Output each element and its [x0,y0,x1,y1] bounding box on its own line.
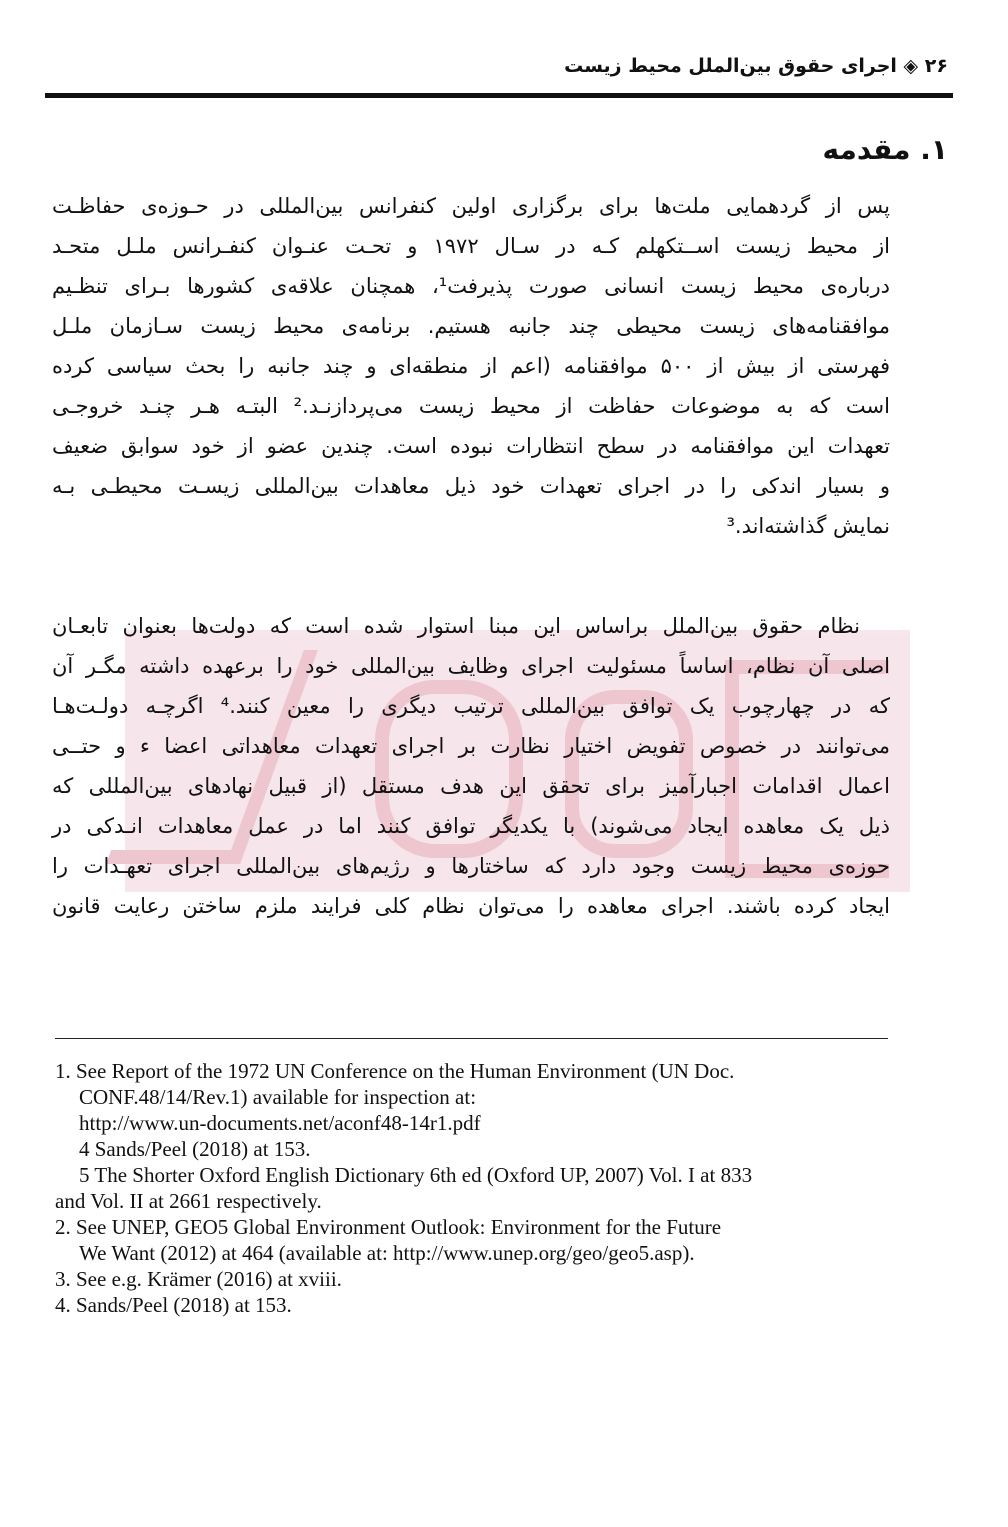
text-line: ذیل یک معاهده ایجاد می‌شوند) با یکدیگر توافق کنند اما در عمل معاهدات انـدکی در [52,814,890,838]
text-line: اصلی آن نظام، اساساً مسئولیت اجرای وظایف بین‌المللی خود را برعهده داشته مگـر آن [52,654,890,678]
footnote-line: We Want (2012) at 464 (available at: http://www.unep.org/geo/geo5.asp). [79,1241,695,1265]
text-line: است که به موضوعات حفاظت از محیط زیست می‌پردازنـد.² البتـه هـر چنـد خروجـی [52,394,890,418]
text-line: نظام حقوق بین‌الملل براساس این مبنا استوار شده است که دولت‌ها بعنوان تابعـان [52,614,860,638]
footnote-line: and Vol. II at 2661 respectively. [55,1189,322,1213]
footnote-rule [55,1038,888,1039]
text-line: نمایش گذاشته‌اند.³ [726,514,890,538]
section-heading: ۱. مقدمه [822,133,948,166]
text-line: پس از گردهمایی ملت‌ها برای برگزاری اولین کنفرانس بین‌المللی در حـوزه‌ی حفاظـت [52,194,890,218]
text-line: درباره‌ی محیط زیست انسانی صورت پذیرفت¹، همچنان علاقه‌ی کشورها بـرای تنظـیم [52,274,890,298]
text-line: موافقنامه‌های زیست محیطی چند جانبه هستیم. برنامه‌ی محیط زیست سـازمان ملـل [52,314,890,338]
footnote-2 [55,1214,890,1266]
text-line: حوزه‌ی محیط زیست وجود دارد که ساختارها و رژیم‌های بین‌المللی اجرای تعهـدات را [52,854,890,878]
footnote-link[interactable]: http://www.un-documents.net/aconf48-14r1.pdf [79,1111,481,1135]
footnote-1 [55,1058,890,1214]
text-line: تعهدات این موافقنامه در سطح انتظارات نبوده است. چندین عضو از خود سوابق ضعیف [52,434,890,458]
text-line: اعمال اقدامات اجبارآمیز برای تحقق این هدف مستقل (از قبیل نهادهای بین‌المللی که [52,774,890,798]
footnote-line: 1. See Report of the 1972 UN Conference on the Human Environment (UN Doc. [55,1059,735,1083]
text-line: و بسیار اندکی را در اجرای تعهدات خود ذیل معاهدات بین‌المللی زیسـت محیطـی بـه [52,474,890,498]
text-line: ایجاد کرده باشند. اجرای معاهده را می‌توان نظام کلی فرایند ملزم ساختن رعایت قانون [52,894,890,918]
header-rule [45,93,953,98]
footnote-line: 4 Sands/Peel (2018) at 153. [79,1137,311,1161]
text-line: فهرستی از بیش از ۵۰۰ موافقنامه (اعم از منطقه‌ای و چند جانبه را بحث سیاسی کرده [52,354,890,378]
running-title: اجرای حقوق بین‌الملل محیط زیست [564,55,897,77]
footnote-3: 3. See e.g. Krämer (2016) at xviii. [55,1267,342,1291]
text-line: که در چهارچوب یک توافق بین‌المللی ترتیب دیگری را معین کنند.⁴ اگرچـه دولـت‌هـا [52,694,890,718]
paragraph-1 [52,186,890,546]
paragraph-2 [52,606,890,926]
footnote-line: CONF.48/14/Rev.1) available for inspection at: [79,1085,477,1109]
footnotes [55,1058,890,1318]
footnote-line: 2. See UNEP, GEO5 Global Environment Outlook: Environment for the Future [55,1215,722,1239]
footnote-4: 4. Sands/Peel (2018) at 153. [55,1293,292,1317]
footnote-line: 5 The Shorter Oxford English Dictionary 6th ed (Oxford UP, 2007) Vol. I at 833 [79,1163,753,1187]
page-number: ۲۶ [924,55,948,77]
text-line: از محیط زیست اســتکهلم کـه در سـال ۱۹۷۲ و تحـت عنـوان کنفـرانس ملـل متحـد [52,234,890,258]
running-header [55,55,948,77]
diamond-icon: ◈ [903,55,919,77]
text-line: می‌توانند در خصوص تفویض اختیار نظارت بر اجرای تعهدات معاهداتی اعضا ء و حتــی [52,734,890,758]
